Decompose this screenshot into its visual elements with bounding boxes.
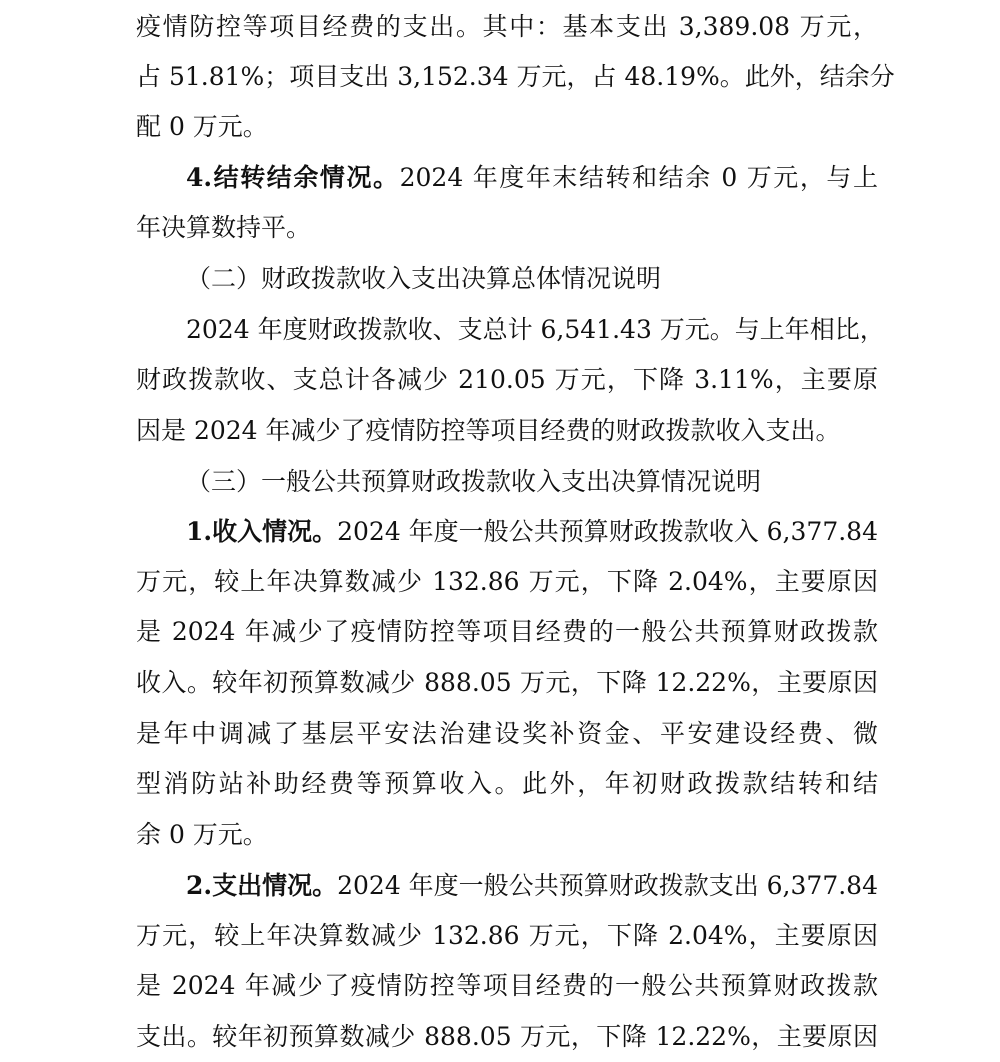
paragraph-line (186, 507, 878, 557)
paragraph-line (186, 861, 878, 911)
body-line: 因是 2024 年减少了疫情防控等项目经费的财政拨款收入支出。 (136, 416, 841, 445)
paragraph-line: 2024 年度财政拨款收、支总计 6,541.43 万元。与上年相比， (186, 315, 885, 344)
body-line: 万元，较上年决算数减少 132.86 万元，下降 2.04%，主要原因 (136, 567, 878, 596)
body-line: 年决算数持平。 (136, 213, 312, 242)
body-line: 疫情防控等项目经费的支出。其中：基本支出 3,389.08 万元， (136, 12, 878, 41)
body-line: 支出。较年初预算数减少 888.05 万元，下降 12.22%，主要原因 (136, 1022, 878, 1051)
body-line: 是 2024 年减少了疫情防控等项目经费的一般公共预算财政拨款 (136, 971, 878, 1000)
section-heading: （三）一般公共预算财政拨款收入支出决算情况说明 (186, 467, 762, 496)
body-line: 余 0 万元。 (136, 820, 268, 849)
body-line: 型消防站补助经费等预算收入。此外，年初财政拨款结转和结 (136, 769, 878, 798)
paragraph-heading: 2.支出情况。 (186, 871, 338, 900)
paragraph-heading: 4.结转结余情况。 (186, 163, 400, 192)
section-heading: （二）财政拨款收入支出决算总体情况说明 (186, 264, 662, 293)
body-line: 万元，较上年决算数减少 132.86 万元，下降 2.04%，主要原因 (136, 921, 878, 950)
body-line: 财政拨款收、支总计各减少 210.05 万元，下降 3.11%，主要原 (136, 365, 878, 394)
body-line: 是年中调减了基层平安法治建设奖补资金、平安建设经费、微 (136, 719, 878, 748)
body-line: 收入。较年初预算数减少 888.05 万元，下降 12.22%，主要原因 (136, 668, 878, 697)
body-line: 占 51.81%；项目支出 3,152.34 万元，占 48.19%。此外，结余分 (136, 62, 895, 91)
paragraph-text: 2024 年度一般公共预算财政拨款收入 6,377.84 (337, 517, 878, 546)
paragraph-text: 2024 年度年末结转和结余 0 万元，与上 (399, 163, 878, 192)
body-line: 配 0 万元。 (136, 112, 268, 141)
body-line: 是 2024 年减少了疫情防控等项目经费的一般公共预算财政拨款 (136, 617, 878, 646)
paragraph-text: 2024 年度一般公共预算财政拨款支出 6,377.84 (337, 871, 878, 900)
paragraph-heading: 1.收入情况。 (186, 517, 338, 546)
paragraph-line (186, 153, 878, 203)
